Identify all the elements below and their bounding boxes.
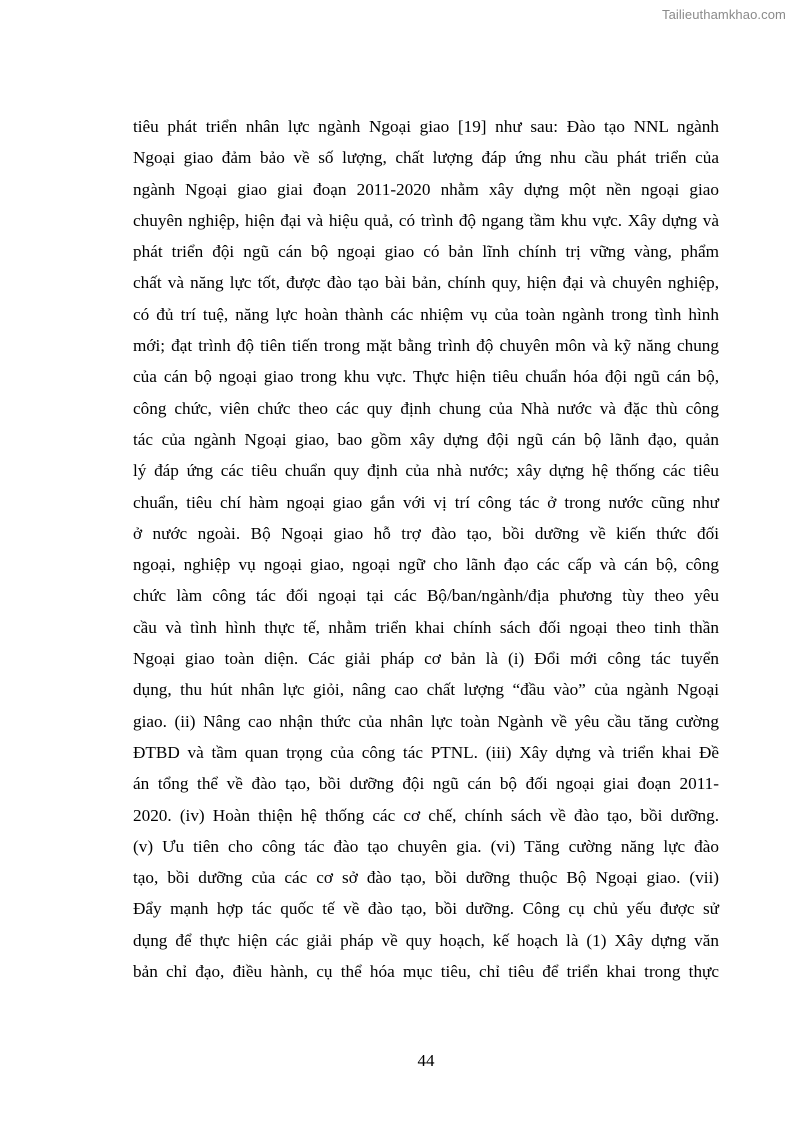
text-line: án tổng thể về đào tạo, bồi dưỡng đội ngũ cán bộ đối ngoại giai đoạn 2011- xyxy=(133,774,719,794)
page-number: 44 xyxy=(417,1051,435,1070)
text-line: tiêu phát triển nhân lực ngành Ngoại giao [19] như sau: Đào tạo NNL ngành xyxy=(133,117,719,136)
text-line: ngoại, nghiệp vụ ngoại giao, ngoại ngữ cho lãnh đạo các cấp và cán bộ, công xyxy=(133,555,719,575)
text-line: ĐTBD và tầm quan trọng của công tác PTNL. (iii) Xây dựng và triển khai Đề xyxy=(133,742,719,762)
text-line: chức làm công tác đối ngoại tại các Bộ/ban/ngành/địa phương tùy theo yêu xyxy=(133,586,719,606)
text-line: ở nước ngoài. Bộ Ngoại giao hỗ trợ đào tạo, bồi dưỡng về kiến thức đối xyxy=(133,523,719,543)
text-line: của cán bộ ngoại giao trong khu vực. Thực hiện tiêu chuẩn hóa đội ngũ cán bộ, xyxy=(133,367,719,387)
text-line: chất và năng lực tốt, được đào tạo bài bản, chính quy, hiện đại và chuyên nghiệp, xyxy=(133,273,719,293)
text-line: Ngoại giao toàn diện. Các giải pháp cơ bản là (i) Đổi mới công tác tuyển xyxy=(133,649,719,669)
text-line: lý đáp ứng các tiêu chuẩn quy định của nhà nước; xây dựng hệ thống các tiêu xyxy=(133,461,719,481)
watermark-text: Tailieuthamkhao.com xyxy=(661,7,786,22)
text-line: 2020. (iv) Hoàn thiện hệ thống các cơ chế, chính sách về đào tạo, bồi dưỡng. xyxy=(133,805,719,825)
text-line: có đủ trí tuệ, năng lực hoàn thành các nhiệm vụ của toàn ngành trong tình hình xyxy=(133,304,719,324)
text-line: Ngoại giao đảm bảo về số lượng, chất lượng đáp ứng nhu cầu phát triển của xyxy=(133,148,719,168)
text-line: chuẩn, tiêu chí hàm ngoại giao gắn với vị trí công tác ở trong nước cũng như xyxy=(133,492,719,512)
body-paragraph xyxy=(133,111,719,987)
text-line: Đẩy mạnh hợp tác quốc tế về đào tạo, bồi dưỡng. Công cụ chủ yếu được sử xyxy=(133,899,719,919)
text-line: mới; đạt trình độ tiên tiến trong mặt bằng trình độ chuyên môn và kỹ năng chung xyxy=(133,336,719,356)
text-line: tạo, bồi dưỡng của các cơ sở đào tạo, bồi dưỡng thuộc Bộ Ngoại giao. (vii) xyxy=(133,868,719,888)
text-line: ngành Ngoại giao giai đoạn 2011-2020 nhằm xây dựng một nền ngoại giao xyxy=(133,179,719,199)
text-line: phát triển đội ngũ cán bộ ngoại giao có bản lĩnh chính trị vững vàng, phẩm xyxy=(133,242,719,262)
text-line: bản chỉ đạo, điều hành, cụ thể hóa mục tiêu, chỉ tiêu để triển khai trong thực xyxy=(133,962,719,982)
text-line: dụng để thực hiện các giải pháp về quy hoạch, kế hoạch là (1) Xây dựng văn xyxy=(133,930,719,950)
text-line: tác của ngành Ngoại giao, bao gồm xây dựng đội ngũ cán bộ lãnh đạo, quản xyxy=(133,429,719,449)
text-line: dụng, thu hút nhân lực giỏi, nâng cao chất lượng “đầu vào” của ngành Ngoại xyxy=(133,680,719,700)
text-line: cầu và tình hình thực tế, nhằm triển khai chính sách đối ngoại theo tinh thần xyxy=(133,617,719,637)
text-line: chuyên nghiệp, hiện đại và hiệu quả, có trình độ ngang tầm khu vực. Xây dựng và xyxy=(133,210,719,230)
text-line: giao. (ii) Nâng cao nhận thức của nhân lực toàn Ngành về yêu cầu tăng cường xyxy=(133,711,719,731)
text-line: (v) Ưu tiên cho công tác đào tạo chuyên gia. (vi) Tăng cường năng lực đào xyxy=(133,836,719,856)
text-line: công chức, viên chức theo các quy định chung của Nhà nước và đặc thù công xyxy=(133,398,719,418)
